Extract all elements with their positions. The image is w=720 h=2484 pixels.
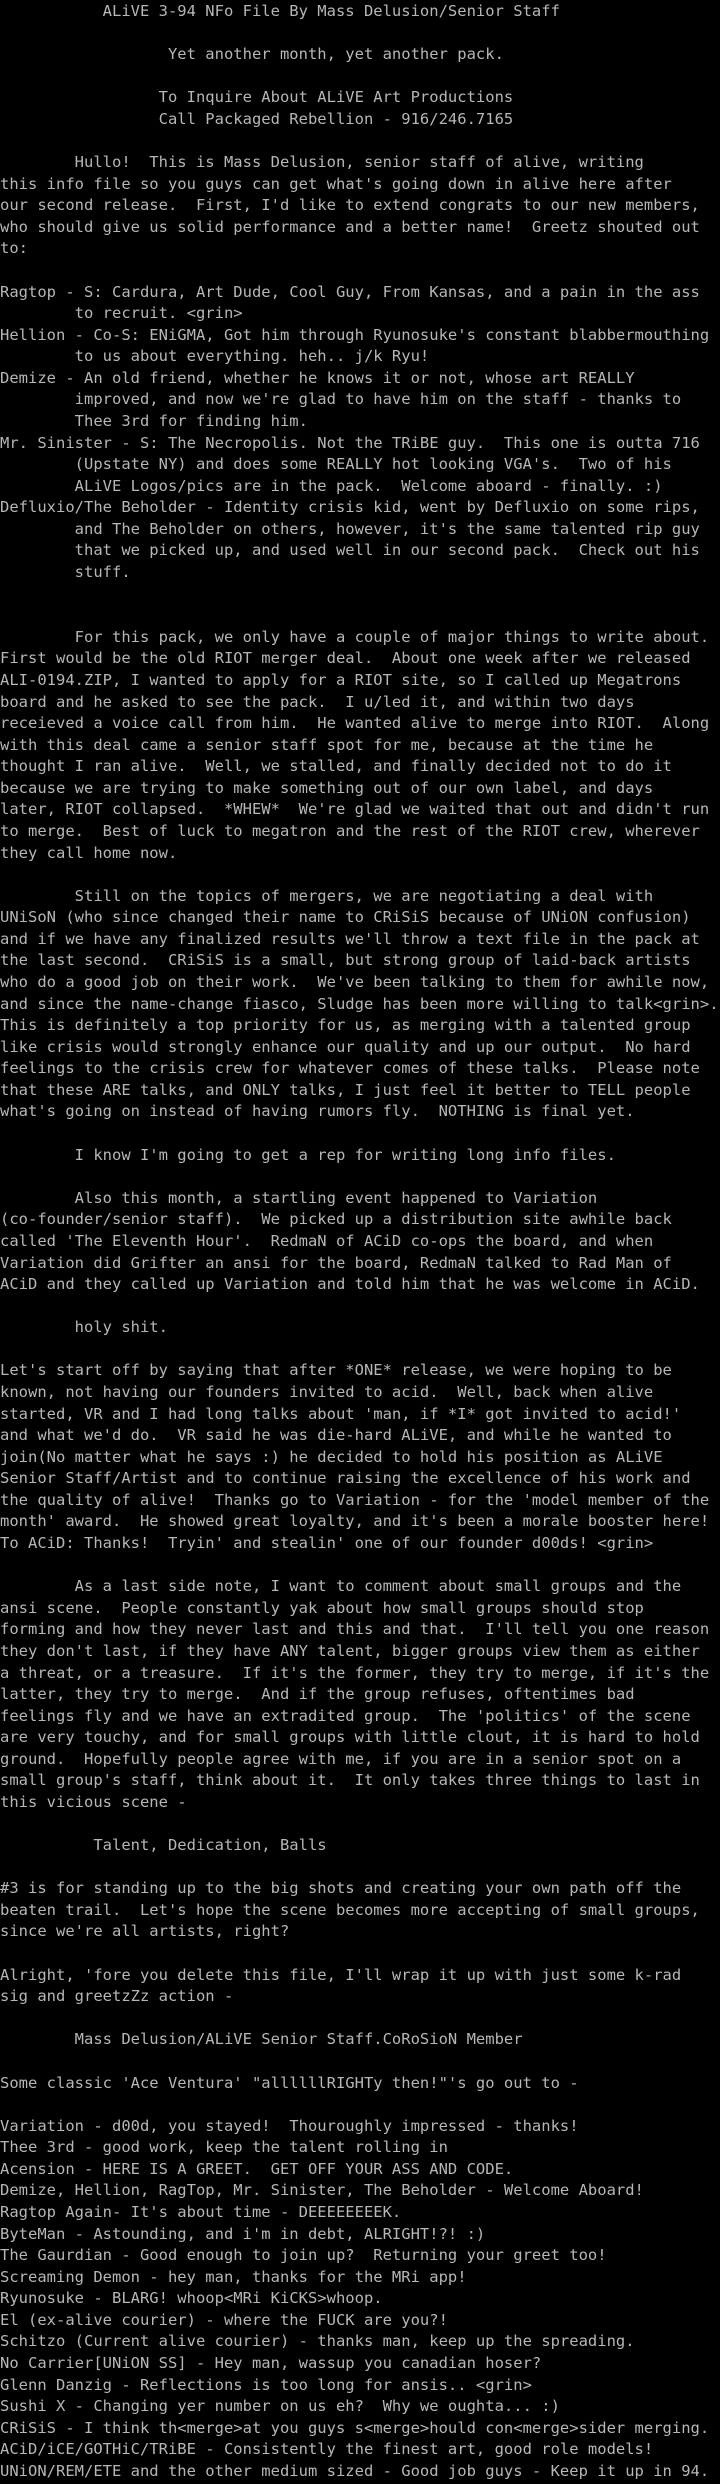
nfo-line: to recruit. <grin> bbox=[0, 304, 243, 323]
nfo-line: who should give us solid performance and a better name! Greetz shouted out bbox=[0, 217, 700, 236]
nfo-line: Glenn Danzig - Reflections is too long for ansis.. <grin> bbox=[0, 2375, 532, 2394]
nfo-line bbox=[0, 2008, 720, 2030]
nfo-line bbox=[0, 584, 720, 606]
nfo-line: started, VR and I had long talks about 'man, if *I* got invited to acid!' bbox=[0, 1404, 682, 1423]
nfo-line: ALI-0194.ZIP, I wanted to apply for a RIOT site, so I called up Megatrons bbox=[0, 670, 682, 689]
nfo-line: Demize, Hellion, RagTop, Mr. Sinister, The Beholder - Welcome Aboard! bbox=[0, 2181, 644, 2200]
nfo-line: and what we'd do. VR said he was die-hard ALiVE, and while he wanted to bbox=[0, 1426, 672, 1445]
nfo-line: to us about everything. heh.. j/k Ryu! bbox=[0, 347, 430, 366]
nfo-line: feelings fly and we have an extradited group. The 'politics' of the scene bbox=[0, 1706, 691, 1725]
nfo-line: Hullo! This is Mass Delusion, senior staff of alive, writing bbox=[0, 153, 644, 172]
nfo-line: what's going on instead of having rumors fly. NOTHING is final yet. bbox=[0, 1102, 635, 1121]
nfo-line bbox=[0, 66, 720, 88]
nfo-line: No Carrier[UNiON SS] - Hey man, wassup you canadian hoser? bbox=[0, 2354, 542, 2373]
nfo-line: CRiSiS - I think th<merge>at you guys s<merge>hould con<merge>sider merging. bbox=[0, 2418, 710, 2437]
nfo-line: Alright, 'fore you delete this file, I'll wrap it up with just some k-rad bbox=[0, 1965, 682, 1984]
nfo-line: because we are trying to make something out of our own label, and days bbox=[0, 778, 654, 797]
nfo-line: Demize - An old friend, whether he knows it or not, whose art REALLY bbox=[0, 368, 635, 387]
nfo-line: they don't last, if they have ANY talent, bigger groups view them as either bbox=[0, 1641, 700, 1660]
nfo-line: Thee 3rd - good work, keep the talent rolling in bbox=[0, 2138, 448, 2157]
nfo-line bbox=[0, 1166, 720, 1188]
nfo-line bbox=[0, 1296, 720, 1318]
nfo-line: ALiVE Logos/pics are in the pack. Welcome aboard - finally. :) bbox=[0, 476, 663, 495]
nfo-text bbox=[0, 1, 720, 2482]
nfo-line: forming and how they never last and this and that. I'll tell you one reason bbox=[0, 1620, 710, 1639]
nfo-line: called 'The Eleventh Hour'. RedmaN of ACiD co-ops the board, and when bbox=[0, 1231, 654, 1250]
nfo-line: Acension - HERE IS A GREET. GET OFF YOUR ASS AND CODE. bbox=[0, 2159, 514, 2178]
nfo-line: join(No matter what he says :) he decided to hold his position as ALiVE bbox=[0, 1447, 663, 1466]
nfo-line: receieved a voice call from him. He wanted alive to merge into RIOT. Along bbox=[0, 714, 710, 733]
nfo-line: this vicious scene - bbox=[0, 1792, 187, 1811]
nfo-line bbox=[0, 1123, 720, 1145]
nfo-line: (Upstate NY) and does some REALLY hot looking VGA's. Two of his bbox=[0, 455, 672, 474]
nfo-line: Let's start off by saying that after *ONE* release, we were hoping to be bbox=[0, 1361, 672, 1380]
nfo-line: I know I'm going to get a rep for writing long info files. bbox=[0, 1145, 616, 1164]
nfo-line: ground. Hopefully people agree with me, if you are in a senior spot on a bbox=[0, 1749, 682, 1768]
nfo-line: Sushi X - Changing yer number on us eh? Why we oughta... :) bbox=[0, 2397, 560, 2416]
nfo-line: Variation did Grifter an ansi for the board, RedmaN talked to Rad Man of bbox=[0, 1253, 672, 1272]
nfo-line: like crisis would strongly enhance our quality and up our output. No hard bbox=[0, 1037, 691, 1056]
nfo-line bbox=[0, 1857, 720, 1879]
nfo-line: Variation - d00d, you stayed! Thouroughly impressed - thanks! bbox=[0, 2116, 579, 2135]
nfo-line bbox=[0, 1339, 720, 1361]
nfo-line: stuff. bbox=[0, 563, 131, 582]
nfo-line: ACiD/iCE/GOTHiC/TRiBE - Consistently the finest art, good role models! bbox=[0, 2440, 654, 2459]
nfo-line: later, RIOT collapsed. *WHEW* We're glad we waited that out and didn't run bbox=[0, 800, 710, 819]
nfo-line: #3 is for standing up to the big shots and creating your own path off the bbox=[0, 1879, 682, 1898]
nfo-line: UNiSoN (who since changed their name to CRiSiS because of UNiON confusion) bbox=[0, 908, 691, 927]
nfo-line: ACiD and they called up Variation and told him that he was welcome in ACiD. bbox=[0, 1275, 700, 1294]
nfo-line: improved, and now we're glad to have him on the staff - thanks to bbox=[0, 390, 682, 409]
nfo-line: For this pack, we only have a couple of major things to write about. bbox=[0, 627, 710, 646]
nfo-line: Schitzo (Current alive courier) - thanks man, keep up the spreading. bbox=[0, 2332, 635, 2351]
nfo-line: Still on the topics of mergers, we are negotiating a deal with bbox=[0, 886, 654, 905]
nfo-line: ALiVE 3-94 NFo File By Mass Delusion/Senior Staff bbox=[0, 2, 560, 20]
nfo-line: feelings to the crisis crew for whatever comes of these talks. Please note bbox=[0, 1059, 700, 1078]
nfo-line: Ryunosuke - BLARG! whoop<MRi KiCKS>whoop. bbox=[0, 2289, 383, 2308]
nfo-line: since we're all artists, right? bbox=[0, 1922, 290, 1941]
nfo-line: The Gaurdian - Good enough to join up? Returning your greet too! bbox=[0, 2246, 607, 2265]
nfo-line: beaten trail. Let's hope the scene becomes more accepting of small groups, bbox=[0, 1900, 700, 1919]
nfo-line: month' award. He showed great loyalty, and it's been a morale booster here! bbox=[0, 1512, 710, 1531]
nfo-line: and since the name-change fiasco, Sludge has been more willing to talk<grin>. bbox=[0, 994, 719, 1013]
nfo-line: known, not having our founders invited to acid. Well, back when alive bbox=[0, 1383, 654, 1401]
nfo-line: El (ex-alive courier) - where the FUCK are you?! bbox=[0, 2310, 448, 2329]
nfo-line: the last second. CRiSiS is a small, but strong group of laid-back artists bbox=[0, 951, 691, 970]
nfo-line: Hellion - Co-S: ENiGMA, Got him through Ryunosuke's constant blabbermouthing bbox=[0, 325, 710, 344]
nfo-line: thought I ran alive. Well, we stalled, and finally decided not to do it bbox=[0, 757, 672, 776]
nfo-line: To ACiD: Thanks! Tryin' and stealin' one of our founder d00ds! <grin> bbox=[0, 1534, 654, 1553]
nfo-line: that we picked up, and used well in our second pack. Check out his bbox=[0, 541, 700, 560]
nfo-line: Yet another month, yet another pack. bbox=[0, 45, 504, 64]
nfo-line bbox=[0, 864, 720, 886]
nfo-line bbox=[0, 1943, 720, 1965]
nfo-line: (co-founder/senior staff). We picked up a distribution site awhile back bbox=[0, 1210, 672, 1229]
nfo-line: our second release. First, I'd like to extend congrats to our new members, bbox=[0, 196, 700, 215]
nfo-line: Ragtop - S: Cardura, Art Dude, Cool Guy, From Kansas, and a pain in the ass bbox=[0, 282, 700, 301]
nfo-line: First would be the old RIOT merger deal. About one week after we released bbox=[0, 649, 691, 668]
nfo-line: This is definitely a top priority for us, as merging with a talented group bbox=[0, 1016, 691, 1035]
nfo-line: who do a good job on their work. We've been talking to them for awhile now, bbox=[0, 973, 710, 992]
nfo-line bbox=[0, 130, 720, 152]
nfo-line: Thee 3rd for finding him. bbox=[0, 411, 308, 430]
nfo-line: and if we have any finalized results we'll throw a text file in the pack at bbox=[0, 929, 700, 948]
nfo-line: Talent, Dedication, Balls bbox=[0, 1836, 327, 1855]
nfo-line: latter, they try to merge. And if the group refuses, oftentimes bad bbox=[0, 1685, 635, 1704]
nfo-line: small group's staff, think about it. It only takes three things to last in bbox=[0, 1771, 700, 1790]
nfo-line: and The Beholder on others, however, it's the same talented rip guy bbox=[0, 519, 700, 538]
nfo-line: they call home now. bbox=[0, 843, 178, 862]
nfo-line bbox=[0, 260, 720, 282]
nfo-line: Some classic 'Ace Ventura' "allllllRIGHTy then!"'s go out to - bbox=[0, 2073, 579, 2092]
nfo-line bbox=[0, 2094, 720, 2116]
nfo-line bbox=[0, 605, 720, 627]
nfo-line: Senior Staff/Artist and to continue raising the excellence of his work and bbox=[0, 1469, 691, 1488]
nfo-line bbox=[0, 1814, 720, 1836]
nfo-line: sig and greetzZz action - bbox=[0, 1987, 234, 2006]
nfo-line: Also this month, a startling event happened to Variation bbox=[0, 1188, 598, 1207]
nfo-line bbox=[0, 1555, 720, 1577]
nfo-line bbox=[0, 23, 720, 45]
nfo-line: to merge. Best of luck to megatron and the rest of the RIOT crew, wherever bbox=[0, 821, 700, 840]
nfo-line: To Inquire About ALiVE Art Productions bbox=[0, 88, 514, 107]
nfo-line: Defluxio/The Beholder - Identity crisis kid, went by Defluxio on some rips, bbox=[0, 498, 700, 517]
nfo-line: to: bbox=[0, 239, 28, 258]
nfo-line: that these ARE talks, and ONLY talks, I just feel it better to TELL people bbox=[0, 1080, 691, 1099]
nfo-line: the quality of alive! Thanks go to Variation - for the 'model member of the bbox=[0, 1490, 710, 1509]
nfo-line: with this deal came a senior staff spot for me, because at the time he bbox=[0, 735, 654, 754]
nfo-line: Ragtop Again- It's about time - DEEEEEEEEK. bbox=[0, 2202, 402, 2221]
nfo-line: are very touchy, and for small groups with little clout, it is hard to hold bbox=[0, 1728, 700, 1747]
nfo-line: Screaming Demon - hey man, thanks for the MRi app! bbox=[0, 2267, 467, 2286]
nfo-line: As a last side note, I want to comment about small groups and the bbox=[0, 1577, 682, 1596]
nfo-line: ByteMan - Astounding, and i'm in debt, ALRIGHT!?! :) bbox=[0, 2224, 486, 2243]
nfo-line: holy shit. bbox=[0, 1318, 168, 1337]
nfo-line: this info file so you guys can get what's going down in alive here after bbox=[0, 174, 672, 193]
nfo-line: a threat, or a treasure. If it's the former, they try to merge, if it's the bbox=[0, 1663, 710, 1682]
nfo-line: Call Packaged Rebellion - 916/246.7165 bbox=[0, 109, 514, 128]
nfo-line: UNiON/REM/ETE and the other medium sized - Good job guys - Keep it up in 94. bbox=[0, 2461, 710, 2480]
nfo-line bbox=[0, 2051, 720, 2073]
nfo-line: Mr. Sinister - S: The Necropolis. Not the TRiBE guy. This one is outta 716 bbox=[0, 433, 700, 452]
nfo-line: board and he asked to see the pack. I u/led it, and within two days bbox=[0, 692, 635, 711]
nfo-line: Mass Delusion/ALiVE Senior Staff.CoRoSioN Member bbox=[0, 2030, 523, 2049]
nfo-line: ansi scene. People constantly yak about how small groups should stop bbox=[0, 1598, 644, 1617]
